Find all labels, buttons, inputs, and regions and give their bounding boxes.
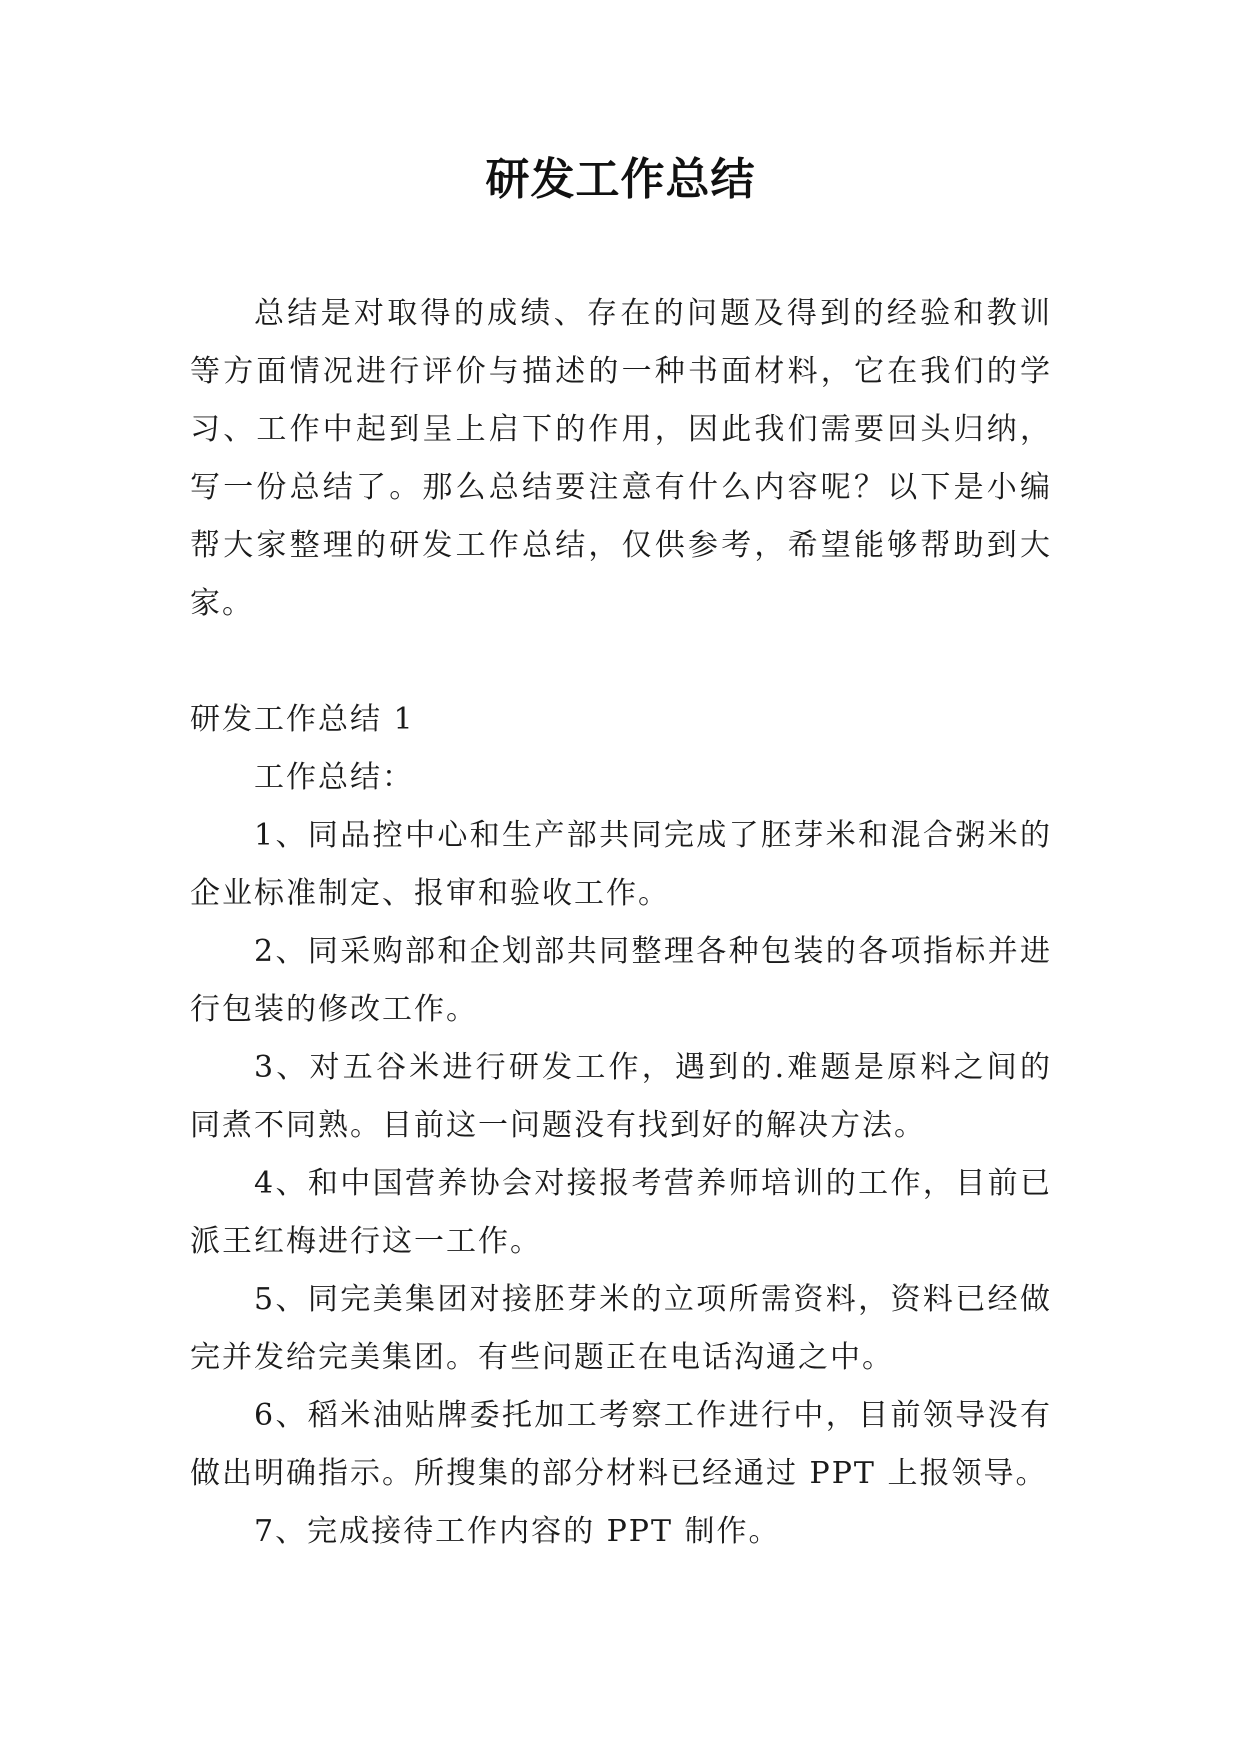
document-body: [190, 285, 1052, 1561]
document-title: 研发工作总结: [485, 154, 756, 205]
section-subheading: 工作总结：: [254, 760, 414, 795]
work-item: 5、同完美集团对接胚芽米的立项所需资料，资料已经做完并发给完美集团。有些问题正在电话沟通之中。: [190, 1282, 1052, 1375]
intro-paragraph: 总结是对取得的成绩、存在的问题及得到的经验和教训等方面情况进行评价与描述的一种书面材料，它在我们的学习、工作中起到呈上启下的作用，因此我们需要回头归纳，写一份总结了。那么总结要注意有什么内容呢？以下是小编帮大家整理的研发工作总结，仅供参考，希望能够帮助到大家。: [190, 296, 1052, 621]
section-heading: 研发工作总结 1: [190, 702, 415, 737]
work-item: 1、同品控中心和生产部共同完成了胚芽米和混合粥米的企业标准制定、报审和验收工作。: [190, 818, 1052, 911]
work-item: 7、完成接待工作内容的 PPT 制作。: [254, 1514, 781, 1549]
work-item: 3、对五谷米进行研发工作，遇到的.难题是原料之间的同煮不同熟。目前这一问题没有找到好的解决方法。: [190, 1050, 1052, 1143]
work-item: 4、和中国营养协会对接报考营养师培训的工作，目前已派王红梅进行这一工作。: [190, 1166, 1052, 1259]
work-item: 2、同采购部和企划部共同整理各种包装的各项指标并进行包装的修改工作。: [190, 934, 1052, 1027]
work-item-list: [190, 807, 1052, 1561]
work-item: 6、稻米油贴牌委托加工考察工作进行中，目前领导没有做出明确指示。所搜集的部分材料已经通过 PPT 上报领导。: [190, 1398, 1052, 1491]
